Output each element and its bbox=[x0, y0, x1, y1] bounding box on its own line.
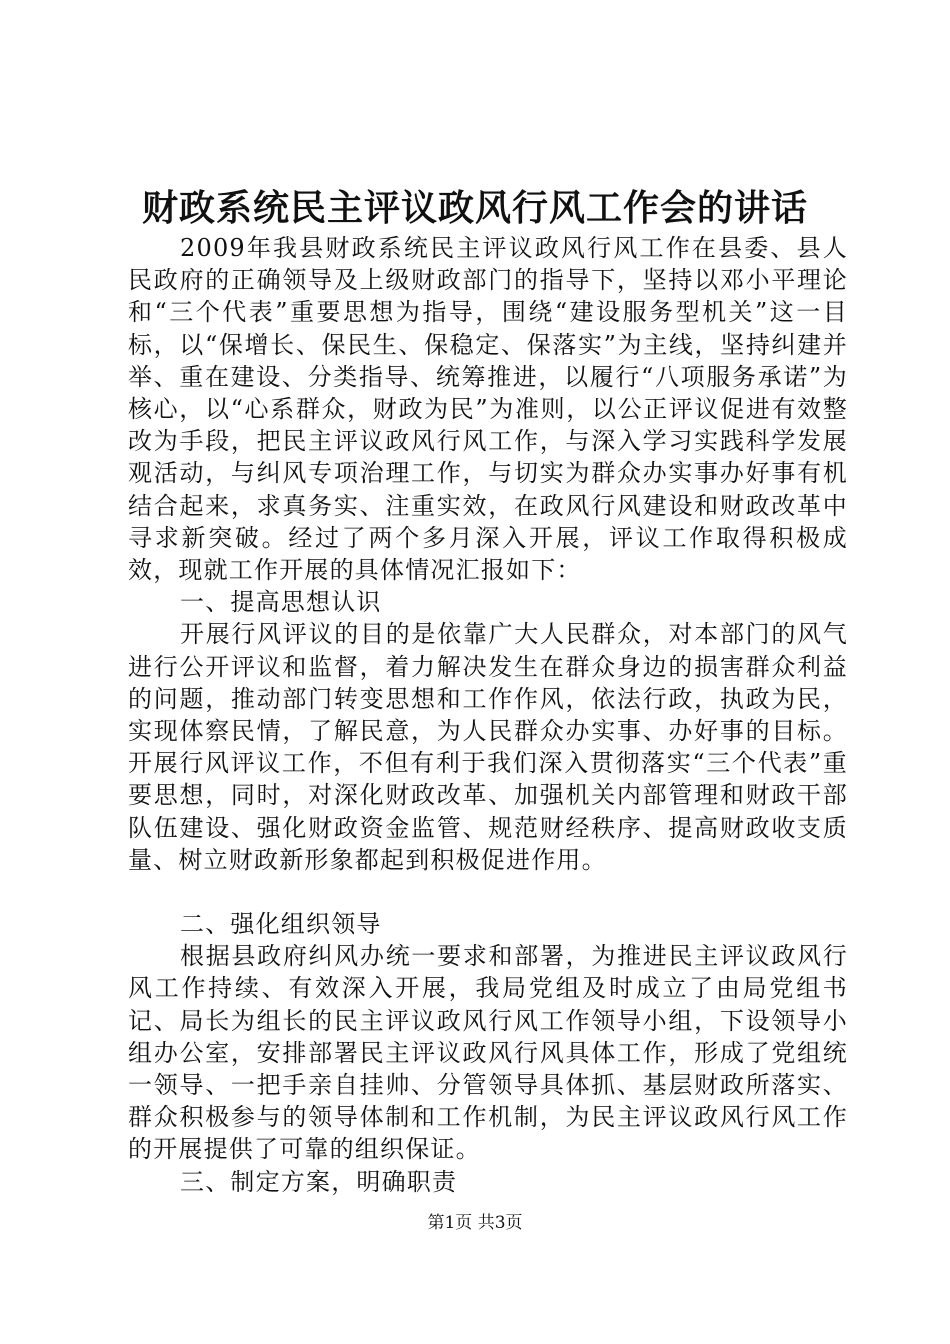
intro-paragraph: 2009年我县财政系统民主评议政风行风工作在县委、县人民政府的正确领导及上级财政部门的指导下，坚持以邓小平理论和“三个代表”重要思想为指导，围绕“建设服务型机关”这一目标，以“保增长、保民生、保稳定、保落实”为主线，坚持纠建并举、重在建设、分类指导、统筹推进，以履行“八项服务承诺”为核心，以“心系群众，财政为民”为准则，以公正评议促进有效整改为手段，把民主评议政风行风工作，与深入学习实践科学发展观活动，与纠风专项治理工作，与切实为群众办实事办好事有机结合起来，求真务实、注重实效，在政风行风建设和财政改革中寻求新突破。经过了两个多月深入开展，评议工作取得积极成效，现就工作开展的具体情况汇报如下： bbox=[128, 234, 848, 585]
page-footer: 第1页 共3页 bbox=[427, 1213, 523, 1233]
section-1-paragraph: 开展行风评议的目的是依靠广大人民群众，对本部门的风气进行公开评议和监督，着力解决发生在群众身边的损害群众利益的问题，推动部门转变思想和工作作风，依法行政，执政为民，实现体察民情，了解民意，为人民群众办实事、办好事的目标。开展行风评议工作，不但有利于我们深入贯彻落实“三个代表”重要思想，同时，对深化财政改革、加强机关内部管理和财政干部队伍建设、强化财政资金监管、规范财经秩序、提高财政收支质量、树立财政新形象都起到积极促进作用。 bbox=[128, 620, 848, 874]
section-2-paragraph: 根据县政府纠风办统一要求和部署，为推进民主评议政风行风工作持续、有效深入开展，我局党组及时成立了由局党组书记、局长为组长的民主评议政风行风工作领导小组，下设领导小组办公室，安排部署民主评议政风行风具体工作，形成了党组统一领导、一把手亲自挂帅、分管领导具体抓、基层财政所落实、群众积极参与的领导体制和工作机制，为民主评议政风行风工作的开展提供了可靠的组织保证。 bbox=[128, 942, 848, 1164]
paragraph-spacer bbox=[128, 876, 848, 908]
section-heading-3: 三、制定方案，明确职责 bbox=[180, 1167, 458, 1196]
section-heading-1: 一、提高思想认识 bbox=[180, 588, 382, 617]
section-heading-2: 二、强化组织领导 bbox=[180, 910, 382, 939]
document-title: 财政系统民主评议政风行风工作会的讲话 bbox=[141, 187, 808, 229]
document-body bbox=[128, 232, 848, 1198]
